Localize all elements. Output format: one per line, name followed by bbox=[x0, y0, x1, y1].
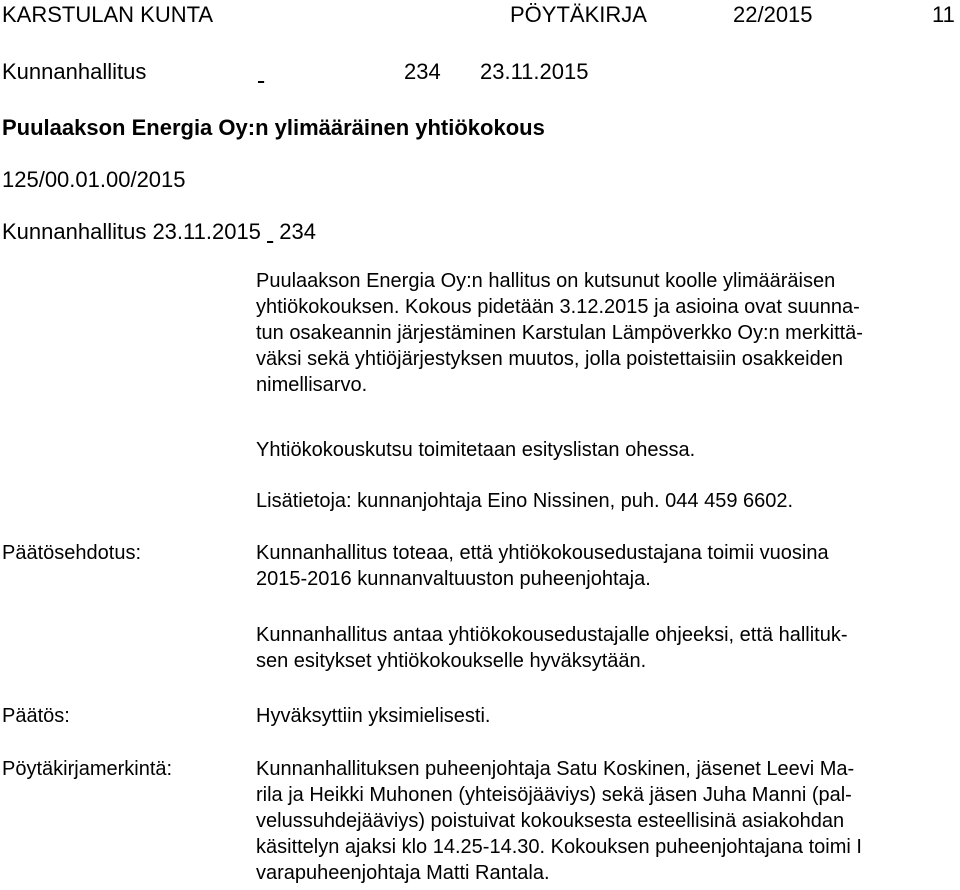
intro-line: yhtiökokouksen. Kokous pidetään 3.12.2015 ja asioina ovat suunna- bbox=[256, 296, 860, 318]
minutes-note-line: rila ja Heikki Muhonen (yhteisöjääviys) sekä jäsen Juha Manni (pal- bbox=[256, 784, 852, 806]
decision-label: Päätös: bbox=[2, 705, 70, 727]
minutes-note-line: Kunnanhallituksen puheenjohtaja Satu Koskinen, jäsenet Leevi Ma- bbox=[256, 758, 855, 780]
proposal-line: Kunnanhallitus toteaa, että yhtiökokousedustajana toimii vuosina bbox=[256, 542, 829, 564]
minutes-note-line: velussuhdejääviys) poistuivat kokouksesta esteellisinä asiakohdan bbox=[256, 810, 845, 832]
page-number: 11 bbox=[932, 2, 955, 27]
more-info-text: Lisätietoja: kunnanjohtaja Eino Nissinen, puh. 044 459 6602. bbox=[256, 490, 794, 512]
record-id: 125/00.01.00/2015 bbox=[2, 167, 186, 192]
matter-title: Puulaakson Energia Oy:n ylimääräinen yhtiökokous bbox=[2, 115, 545, 140]
minutes-note-label: Pöytäkirjamerkintä: bbox=[2, 758, 173, 780]
document-number: 22/2015 bbox=[733, 2, 813, 27]
invitation-text: Yhtiökokouskutsu toimitetaan esityslistan ohessa. bbox=[256, 439, 696, 461]
meeting-body: Kunnanhallitus bbox=[2, 59, 147, 84]
proposal-line: sen esitykset yhtiökokoukselle hyväksytään. bbox=[256, 650, 647, 672]
board-reference-text: Kunnanhallitus 23.11.2015 bbox=[2, 219, 261, 244]
proposal-line: Kunnanhallitus antaa yhtiökokousedustajalle ohjeeksi, että hallituk- bbox=[256, 624, 848, 646]
proposal-paragraph-2 bbox=[256, 622, 848, 674]
minutes-note-paragraph bbox=[256, 756, 862, 886]
intro-line: tun osakeannin järjestäminen Karstulan Lämpöverkko Oy:n merkittä- bbox=[256, 322, 863, 344]
section-number: 234 bbox=[404, 59, 441, 84]
intro-paragraph bbox=[256, 268, 863, 398]
meeting-date: 23.11.2015 bbox=[480, 59, 589, 84]
proposal-label: Päätösehdotus: bbox=[2, 542, 141, 564]
document-type: PÖYTÄKIRJA bbox=[510, 2, 647, 27]
intro-line: Puulaakson Energia Oy:n hallitus on kutsunut koolle ylimääräisen bbox=[256, 270, 836, 292]
section-underline-spacer bbox=[258, 59, 370, 85]
minutes-note-line: varapuheenjohtaja Matti Rantala. bbox=[256, 862, 550, 884]
minutes-note-line: käsittelyn ajaksi klo 14.25-14.30. Kokouksen puheenjohtajana toimi I bbox=[256, 836, 862, 858]
board-section-number: 234 bbox=[279, 219, 317, 244]
decision-text: Hyväksyttiin yksimielisesti. bbox=[256, 705, 491, 727]
municipality-name: KARSTULAN KUNTA bbox=[2, 2, 214, 27]
board-section-underline-spacer bbox=[267, 219, 273, 244]
intro-line: nimellisarvo. bbox=[256, 374, 368, 396]
board-reference bbox=[2, 219, 316, 245]
proposal-paragraph-1 bbox=[256, 540, 829, 592]
intro-line: väksi sekä yhtiöjärjestyksen muutos, jolla poistettaisiin osakkeiden bbox=[256, 348, 843, 370]
proposal-line: 2015-2016 kunnanvaltuuston puheenjohtaja. bbox=[256, 568, 651, 590]
